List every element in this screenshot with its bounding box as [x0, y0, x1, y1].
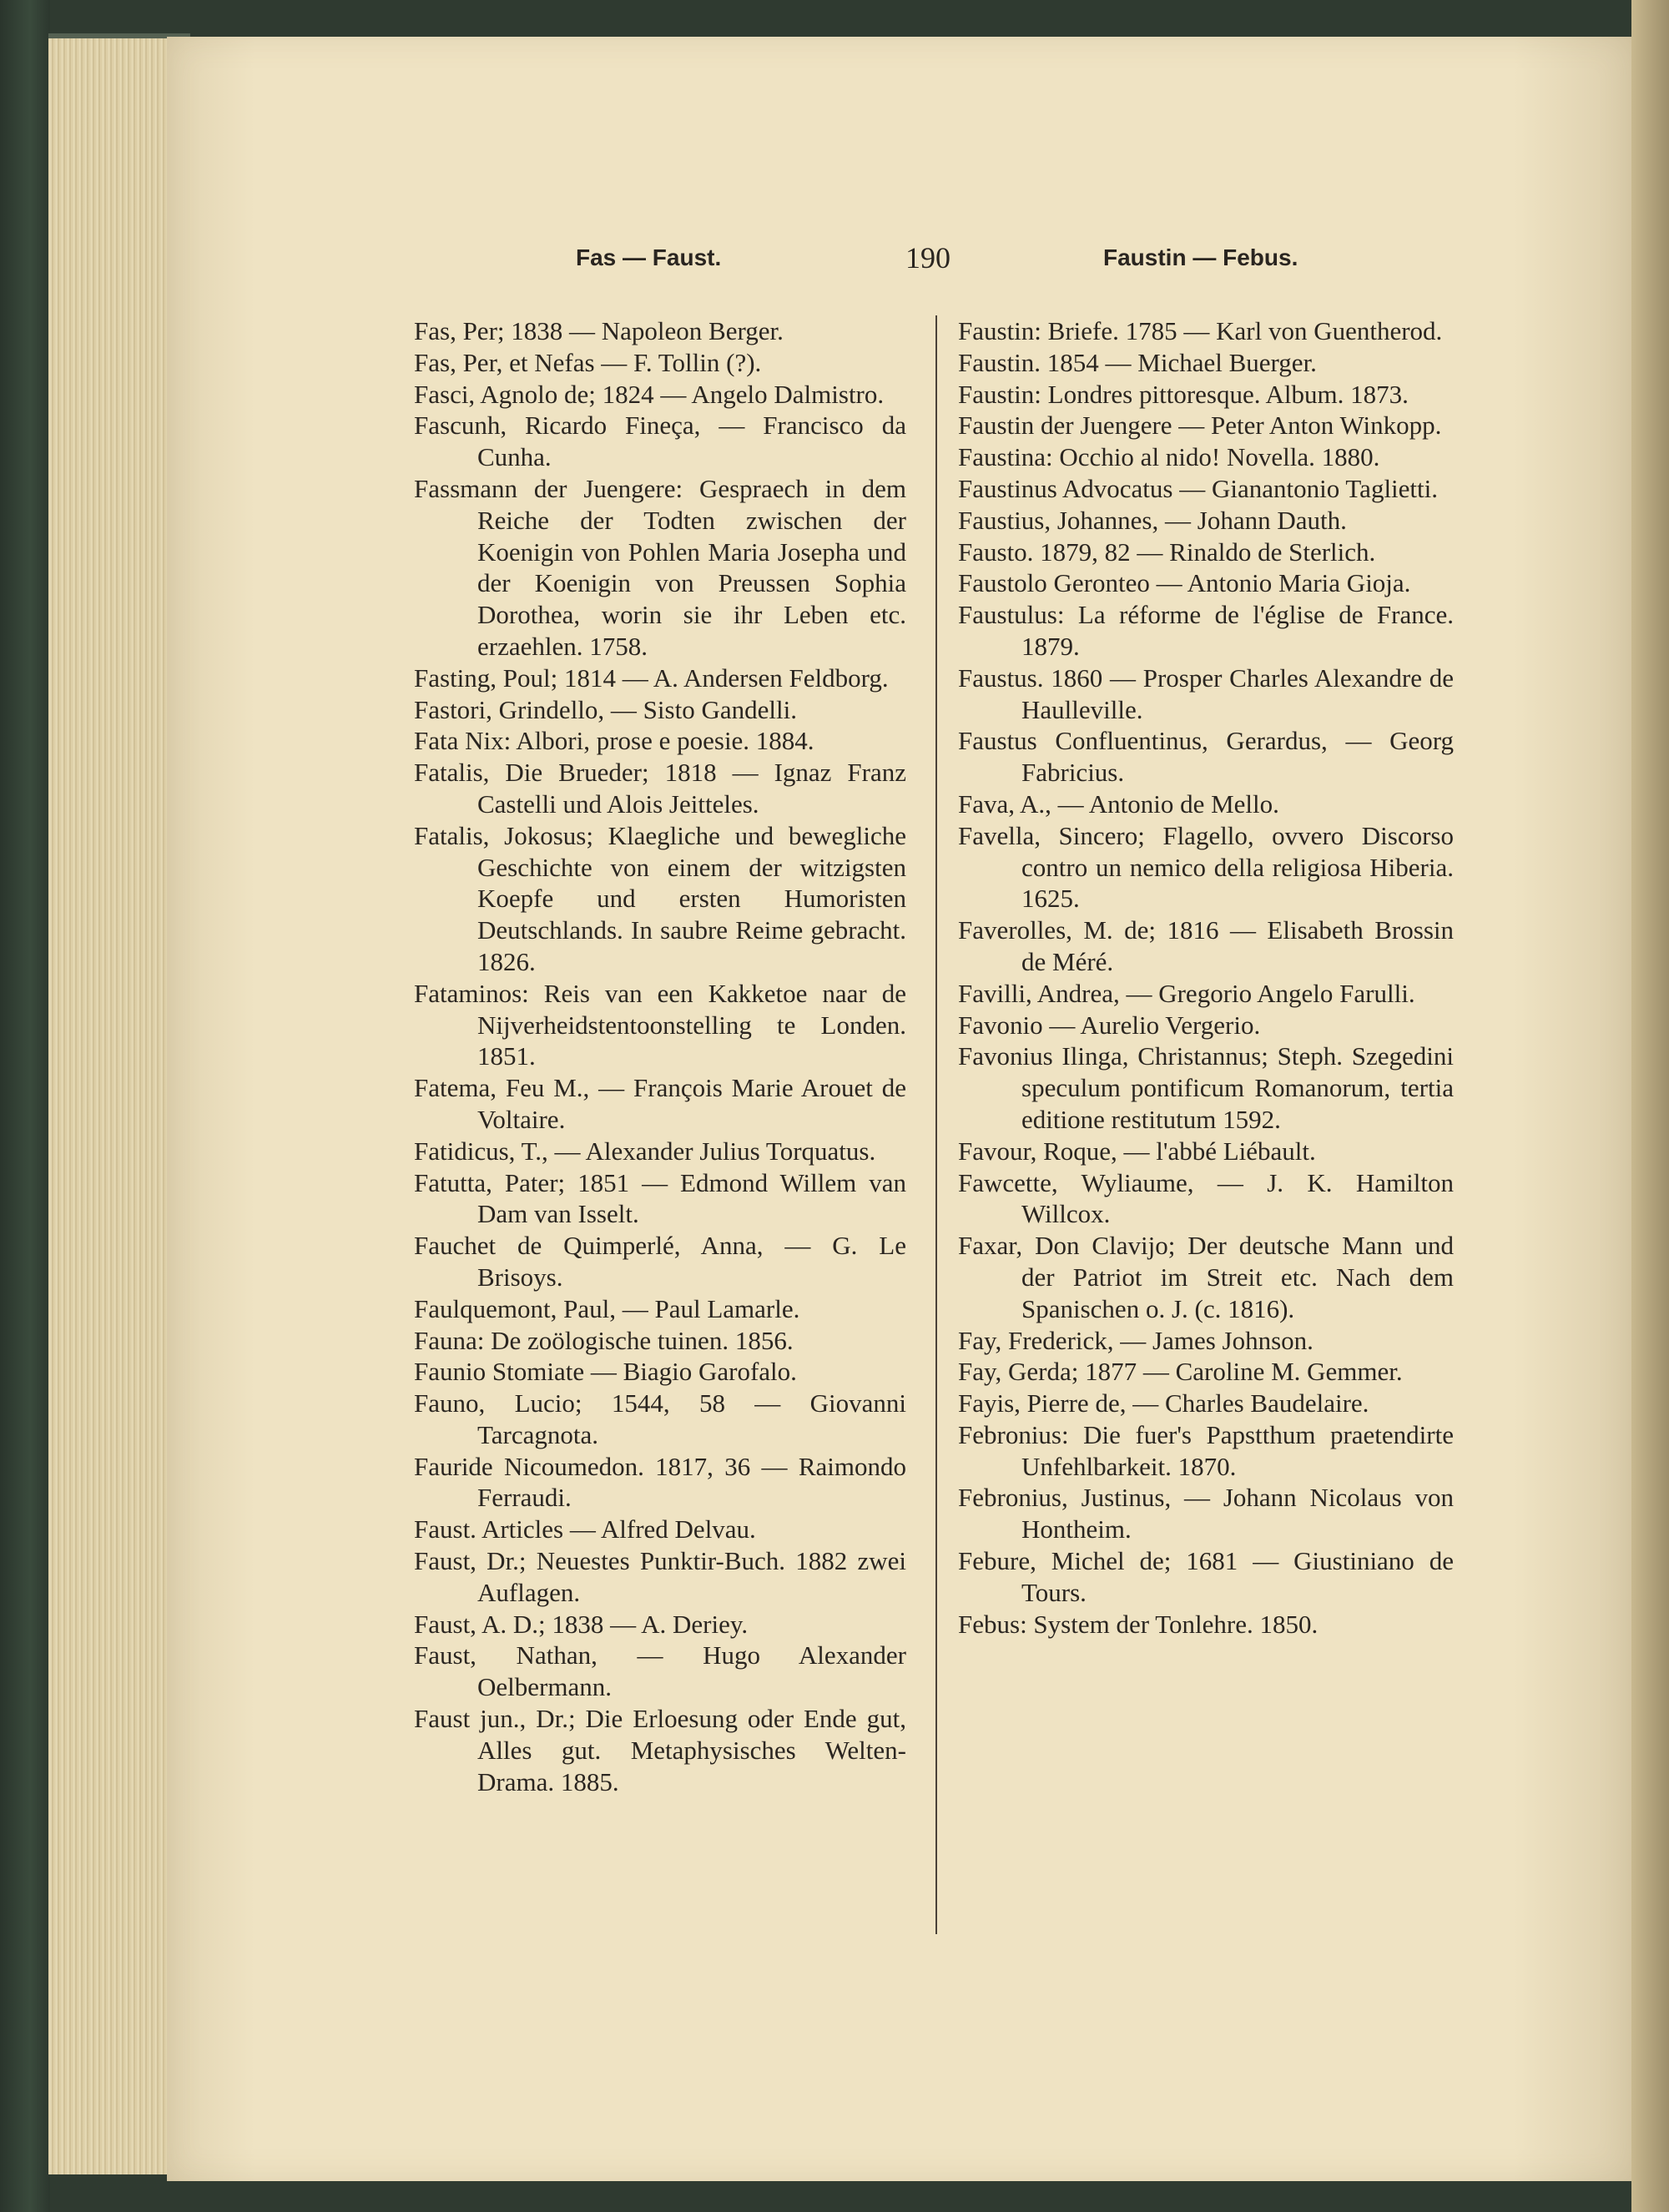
list-item: Faustin. 1854 — Michael Buerger.: [958, 347, 1317, 377]
list-item: Fascunh, Ricardo Fineça, — Francisco da Cunha.: [414, 411, 906, 472]
book-fore-edge: [1631, 0, 1669, 2212]
list-item: Faustin der Juengere — Peter Anton Winkopp.: [958, 411, 1442, 441]
list-item: Faust. Articles — Alfred Delvau.: [414, 1514, 756, 1544]
list-item: Fava, A., — Antonio de Mello.: [958, 789, 1279, 819]
list-item: Febronius, Justinus, — Johann Nicolaus von Hontheim.: [958, 1483, 1454, 1544]
list-item: Fatalis, Jokosus; Klaegliche und bewegliche Geschichte von einem der witzigsten Koepfe und ersten Humoristen Deutschlands. In saubre Reime gebracht. 1826.: [414, 820, 906, 976]
list-item: Fassmann der Juengere: Gespraech in dem Reiche der Todten zwischen der Koenigin von Pohlen Maria Josepha und der Koenigin von Preussen Sophia Dorothea, worin sie ihr Leben etc. erzaehlen. 1758.: [414, 473, 906, 661]
page-number: 190: [905, 241, 950, 275]
list-item: Faustus. 1860 — Prosper Charles Alexandre de Haulleville.: [958, 663, 1454, 724]
list-item: Faustinus Advocatus — Gianantonio Taglietti.: [958, 473, 1439, 503]
list-item: Fauna: De zoölogische tuinen. 1856.: [414, 1325, 794, 1355]
list-item: Faustius, Johannes, — Johann Dauth.: [958, 505, 1347, 535]
list-item: Fay, Frederick, — James Johnson.: [958, 1325, 1314, 1355]
list-item: Febure, Michel de; 1681 — Giustiniano de Tours.: [958, 1546, 1454, 1607]
list-item: Fay, Gerda; 1877 — Caroline M. Gemmer.: [958, 1357, 1403, 1387]
list-item: Favour, Roque, — l'abbé Liébault.: [958, 1136, 1316, 1166]
list-item: Fastori, Grindello, — Sisto Gandelli.: [414, 694, 797, 724]
column-divider: [935, 315, 937, 1934]
book-cover-edge: [0, 0, 50, 2212]
list-item: Favella, Sincero; Flagello, ovvero Discorso contro un nemico della religiosa Hiberia. 1625.: [958, 820, 1454, 914]
list-item: Faust, A. D.; 1838 — A. Deriey.: [414, 1609, 749, 1639]
list-item: Favonio — Aurelio Vergerio.: [958, 1010, 1261, 1040]
list-item: Faust jun., Dr.; Die Erloesung oder Ende gut, Alles gut. Metaphysisches Welten-Drama. 1885.: [414, 1704, 906, 1796]
list-item: Faust, Nathan, — Hugo Alexander Oelbermann.: [414, 1640, 906, 1702]
list-item: Fauride Nicoumedon. 1817, 36 — Raimondo Ferraudi.: [414, 1451, 906, 1513]
list-item: Febronius: Die fuer's Papstthum praetendirte Unfehlbarkeit. 1870.: [958, 1419, 1454, 1481]
left-column: [414, 315, 906, 1797]
list-item: Fas, Per; 1838 — Napoleon Berger.: [414, 316, 784, 345]
list-item: Fatidicus, T., — Alexander Julius Torquatus.: [414, 1136, 876, 1166]
right-column: [958, 315, 1454, 1640]
list-item: Fata Nix: Albori, prose e poesie. 1884.: [414, 726, 814, 756]
list-item: Fauchet de Quimperlé, Anna, — G. Le Brisoys.: [414, 1231, 906, 1292]
list-item: Faustin: Briefe. 1785 — Karl von Guentherod.: [958, 316, 1443, 345]
list-item: Fasting, Poul; 1814 — A. Andersen Feldborg.: [414, 663, 889, 693]
list-item: Faustulus: La réforme de l'église de France. 1879.: [958, 600, 1454, 661]
list-item: Faxar, Don Clavijo; Der deutsche Mann und der Patriot im Streit etc. Nach dem Spanischen o. J. (c. 1816).: [958, 1231, 1454, 1323]
list-item: Febus: System der Tonlehre. 1850.: [958, 1609, 1319, 1639]
list-item: Fatalis, Die Brueder; 1818 — Ignaz Franz Castelli und Alois Jeitteles.: [414, 758, 906, 819]
list-item: Fatutta, Pater; 1851 — Edmond Willem van Dam van Isselt.: [414, 1167, 906, 1229]
list-item: Favonius Ilinga, Christannus; Steph. Szegedini speculum pontificum Romanorum, tertia editione restitutum 1592.: [958, 1041, 1454, 1134]
list-item: Fataminos: Reis van een Kakketoe naar de Nijverheidstentoonstelling te Londen. 1851.: [414, 978, 906, 1071]
running-head-left: Fas — Faust.: [576, 244, 722, 270]
list-item: Fauno, Lucio; 1544, 58 — Giovanni Tarcagnota.: [414, 1388, 906, 1449]
list-item: Favilli, Andrea, — Gregorio Angelo Farulli.: [958, 978, 1415, 1008]
list-item: Fasci, Agnolo de; 1824 — Angelo Dalmistro.: [414, 379, 885, 409]
list-item: Fausto. 1879, 82 — Rinaldo de Sterlich.: [958, 537, 1376, 567]
list-item: Faunio Stomiate — Biagio Garofalo.: [414, 1357, 797, 1387]
running-head-right: Faustin — Febus.: [1103, 244, 1298, 270]
list-item: Faustolo Geronteo — Antonio Maria Gioja.: [958, 568, 1411, 598]
list-item: Faustina: Occhio al nido! Novella. 1880.: [958, 442, 1380, 472]
list-item: Faulquemont, Paul, — Paul Lamarle.: [414, 1293, 800, 1323]
list-item: Faustin: Londres pittoresque. Album. 1873.: [958, 379, 1409, 409]
list-item: Fayis, Pierre de, — Charles Baudelaire.: [958, 1388, 1369, 1418]
list-item: Fawcette, Wyliaume, — J. K. Hamilton Willcox.: [958, 1167, 1454, 1229]
list-item: Faverolles, M. de; 1816 — Elisabeth Brossin de Méré.: [958, 915, 1454, 976]
list-item: Fas, Per, et Nefas — F. Tollin (?).: [414, 347, 762, 377]
list-item: Faust, Dr.; Neuestes Punktir-Buch. 1882 zwei Auflagen.: [414, 1546, 906, 1607]
list-item: Fatema, Feu M., — François Marie Arouet de Voltaire.: [414, 1073, 906, 1134]
list-item: Faustus Confluentinus, Gerardus, — Georg Fabricius.: [958, 726, 1454, 788]
